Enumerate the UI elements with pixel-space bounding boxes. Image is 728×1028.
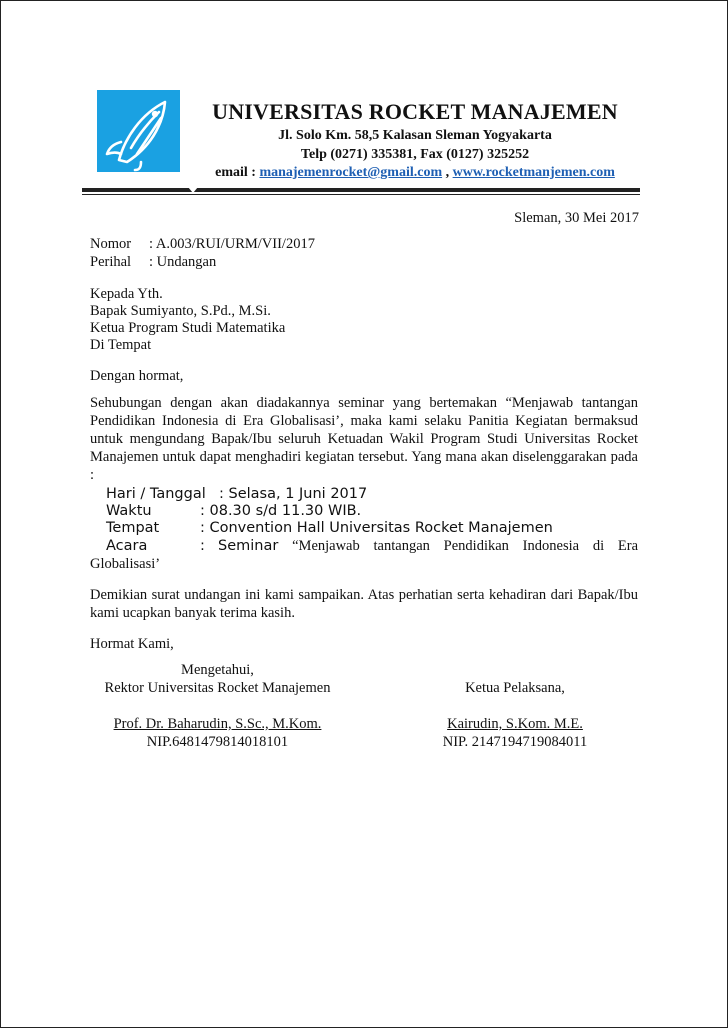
website-link[interactable]: www.rocketmanjemen.com: [452, 165, 615, 180]
signature-right-nip: NIP. 2147194719084011: [442, 734, 588, 750]
rocket-logo-graphic: [97, 90, 180, 172]
signature-left: [90, 661, 345, 751]
hari-label: Hari / Tanggal: [106, 486, 206, 502]
university-contact: [200, 165, 630, 181]
signature-left-title: Rektor Universitas Rocket Manajemen: [104, 680, 331, 696]
closing-greeting: Hormat Kami,: [90, 636, 174, 652]
letterhead-rule-notch: [188, 187, 198, 193]
recipient-line-2: Bapak Sumiyanto, S.Pd., M.Si.: [90, 303, 271, 319]
university-address: Jl. Solo Km. 58,5 Kalasan Sleman Yogyakarta: [278, 128, 552, 143]
recipient-line-4: Di Tempat: [90, 337, 152, 353]
recipient-line-1: Kepada Yth.: [90, 286, 163, 302]
tempat-value: : Convention Hall Universitas Rocket Manajemen: [200, 520, 553, 536]
recipient-line-3: Ketua Program Studi Matematika: [90, 320, 286, 336]
rocket-logo-icon: [97, 90, 180, 172]
nomor-label: Nomor: [90, 236, 132, 252]
acara-colon: :: [200, 538, 205, 554]
signature-left-name: Prof. Dr. Baharudin, S.Sc., M.Kom.: [113, 716, 322, 732]
signature-right: [420, 679, 610, 751]
university-phone: Telp (0271) 335381, Fax (0127) 325252: [300, 147, 530, 162]
closing-paragraph: Demikian surat undangan ini kami sampaikan. Atas perhatian serta kehadiran dari Bapak/Ibu kami ucapkan banyak terima kasih.: [90, 587, 638, 621]
letterhead-rule-thin: [82, 194, 640, 195]
signature-left-nip: NIP.6481479814018101: [146, 734, 289, 750]
acara-label: Acara: [106, 538, 148, 554]
acara-row: [90, 537, 638, 573]
hari-value: : Selasa, 1 Juni 2017: [219, 486, 368, 502]
signature-right-name: Kairudin, S.Kom. M.E.: [447, 716, 583, 732]
email-label: email :: [215, 165, 256, 180]
salutation: Dengan hormat,: [90, 368, 184, 384]
acara-prefix: Seminar: [218, 538, 279, 554]
letterhead-rule-thick: [82, 188, 640, 192]
perihal-value: : Undangan: [149, 254, 217, 270]
signature-right-title: Ketua Pelaksana,: [465, 680, 565, 696]
email-link[interactable]: manajemenrocket@gmail.com: [259, 165, 443, 180]
waktu-label: Waktu: [106, 503, 152, 519]
university-name: UNIVERSITAS ROCKET MANAJEMEN: [212, 99, 618, 124]
contact-separator: ,: [445, 165, 450, 180]
signature-left-pre: Mengetahui,: [181, 662, 254, 678]
perihal-label: Perihal: [90, 254, 132, 270]
nomor-value: : A.003/RUI/URM/VII/2017: [149, 236, 315, 252]
acara-value: “Menjawab tantangan Pendidikan Indonesia di Era Globalisasi’: [90, 538, 639, 572]
body-paragraph: Sehubungan dengan akan diadakannya seminar yang bertemakan “Menjawab tantangan Pendidikan Indonesia di Era Globalisasi’, maka kami selaku Panitia Kegiatan bermaksud untuk mengundang Bapak/Ibu seluruh Ketuadan Wakil Program Studi Universitas Rocket Manajemen untuk dapat menghadiri kegiatan tersebut. Yang mana akan diselenggarakan pada :: [90, 395, 638, 483]
letter-date: Sleman, 30 Mei 2017: [514, 210, 639, 226]
tempat-label: Tempat: [106, 520, 160, 536]
waktu-value: : 08.30 s/d 11.30 WIB.: [200, 503, 362, 519]
